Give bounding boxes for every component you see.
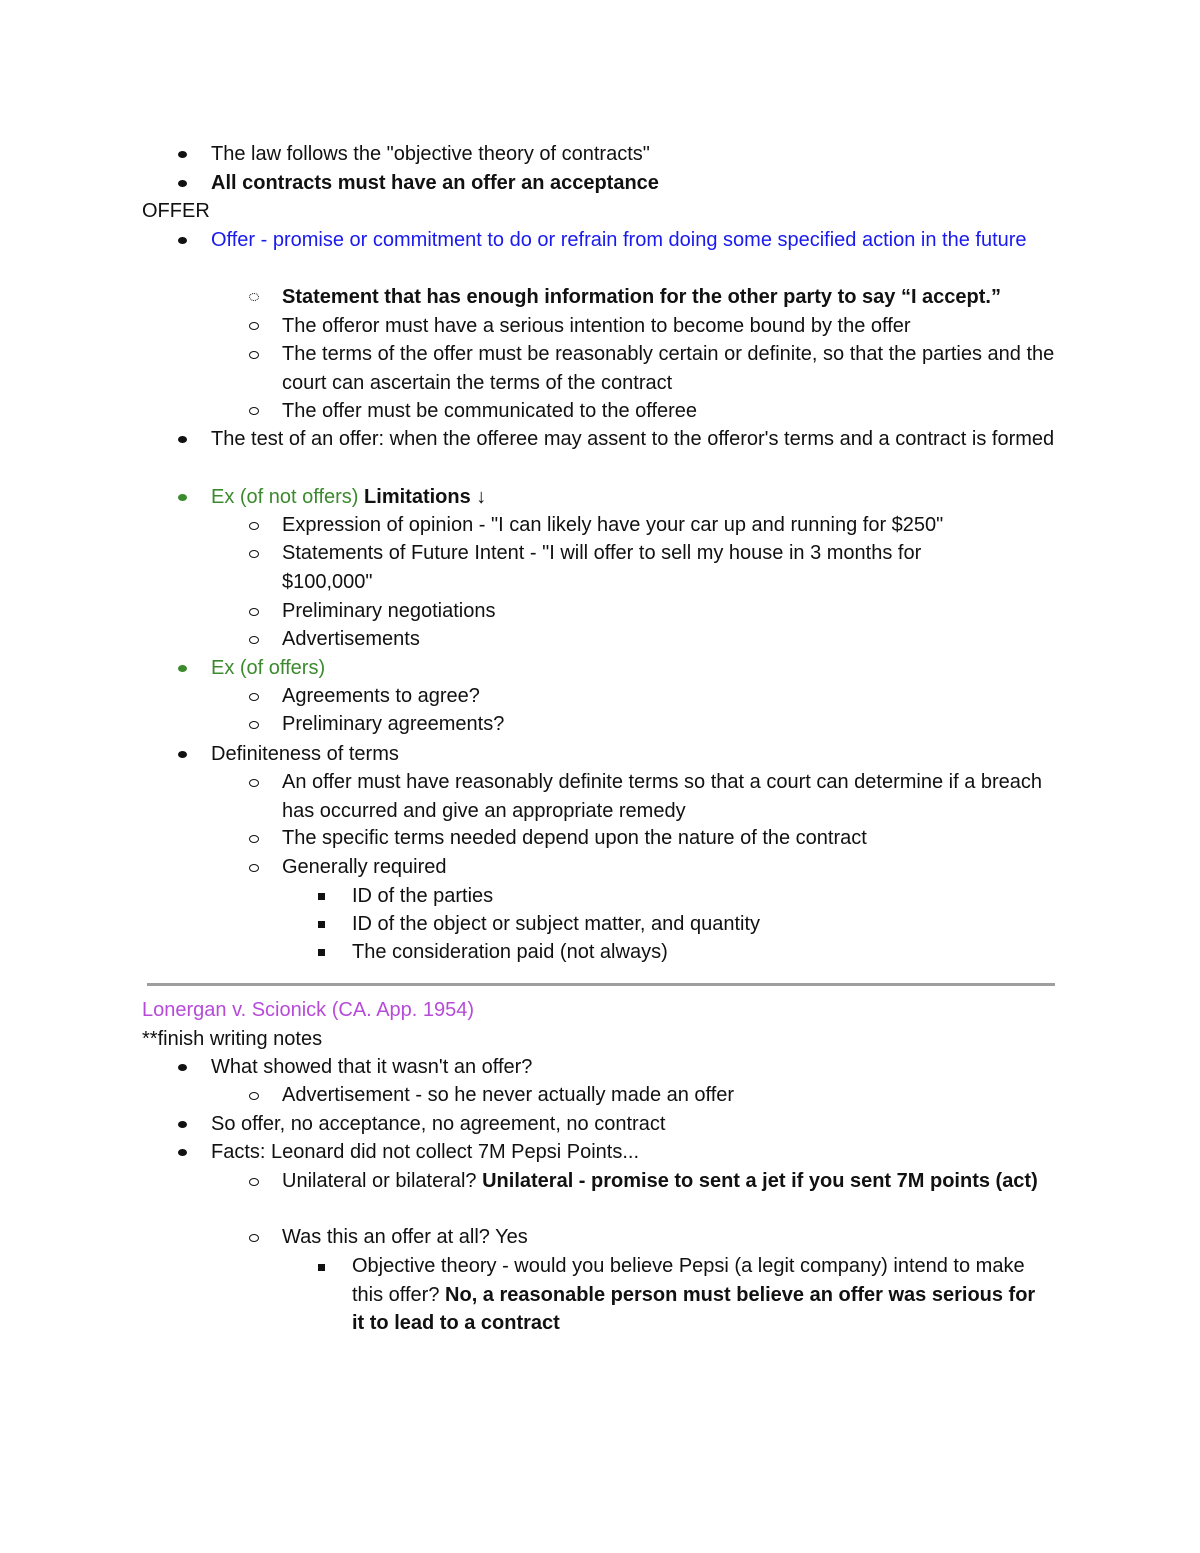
bullet-square (318, 949, 325, 956)
bullet-dot (178, 180, 187, 187)
offer-terms-certain: The terms of the offer must be reasonably certain or definite, so that the parties and the court can ascertain the terms of the contract (282, 343, 1055, 394)
bullet-ring (249, 550, 259, 558)
id-of-parties: ID of the parties (352, 885, 494, 907)
statements-future-intent: Statements of Future Intent - "I will offer to sell my house in 3 months for $100,000" (282, 542, 922, 593)
definite-terms-breach: An offer must have reasonably definite terms so that a court can determine if a breach has occurred and give an appropriate remedy (282, 771, 1043, 822)
specific-terms-nature: The specific terms needed depend upon the nature of the contract (282, 827, 867, 849)
bullet-dot (178, 237, 187, 244)
bullet-ring (249, 779, 259, 787)
what-showed-not-offer: What showed that it wasn't an offer? (211, 1056, 533, 1078)
objective-theory-prefix: Objective theory - would you believe Pepsi (a legit company) intend to make this offer? (352, 1255, 1025, 1306)
bullet-ring (249, 721, 259, 729)
generally-required: Generally required (282, 856, 447, 878)
examples-not-offers (211, 483, 486, 511)
bullet-ring (249, 864, 259, 872)
bullet-ring (249, 636, 259, 644)
horizontal-rule (147, 983, 1055, 986)
bullet-ring (249, 351, 259, 359)
bullet-ring (249, 322, 259, 330)
bullet-square (318, 1264, 325, 1271)
bullet-dot (178, 494, 187, 501)
objective-theory-question (352, 1252, 1052, 1338)
bullet-ring (249, 407, 259, 415)
advertisement-answer: Advertisement - so he never actually made an offer (282, 1084, 735, 1106)
unilateral-answer: Unilateral - promise to sent a jet if you sent 7M points (act) (482, 1170, 1038, 1192)
case-title: Lonergan v. Scionick (CA. App. 1954) (142, 999, 475, 1021)
bullet-ring (249, 608, 259, 616)
bullet-ring (249, 522, 259, 530)
preliminary-agreements: Preliminary agreements? (282, 713, 505, 735)
offer-communicated: The offer must be communicated to the offeree (282, 400, 698, 422)
unilateral-or-bilateral (282, 1167, 1062, 1196)
contracts-offer-acceptance: All contracts must have an offer an acceptance (211, 172, 659, 194)
id-of-object: ID of the object or subject matter, and quantity (352, 913, 761, 935)
offer-serious-intention: The offeror must have a serious intention to become bound by the offer (282, 315, 911, 337)
limitations-label: Limitations ↓ (364, 486, 487, 508)
advertisements: Advertisements (282, 628, 420, 650)
agreements-to-agree: Agreements to agree? (282, 685, 480, 707)
objective-theory-answer: No, a reasonable person must believe an offer was serious for it to lead to a contract (352, 1283, 1036, 1334)
so-offer-no-contract: So offer, no acceptance, no agreement, no contract (211, 1113, 666, 1135)
offer-statement-accept: Statement that has enough information for the other party to say “I accept.” (282, 286, 1001, 308)
preliminary-negotiations: Preliminary negotiations (282, 600, 496, 622)
bullet-ring (249, 835, 259, 843)
law-objective-theory: The law follows the "objective theory of contracts" (211, 143, 650, 165)
offer-definition: Offer - promise or commitment to do or refrain from doing some specified action in the future (211, 229, 1027, 251)
bullet-ring (249, 1234, 259, 1242)
bullet-ring (249, 1092, 259, 1100)
examples-offers: Ex (of offers) (211, 657, 326, 679)
expression-of-opinion: Expression of opinion - "I can likely have your car up and running for $250" (282, 514, 944, 536)
bullet-dot (178, 665, 187, 672)
bullet-square (318, 921, 325, 928)
bullet-ring (249, 693, 259, 701)
examples-not-offers-label: Ex (of not offers) (211, 486, 359, 508)
facts-pepsi-points: Facts: Leonard did not collect 7M Pepsi Points... (211, 1141, 639, 1163)
bullet-dot (178, 1149, 187, 1156)
bullet-ring (249, 1178, 259, 1186)
consideration-paid: The consideration paid (not always) (352, 941, 668, 963)
bullet-square (318, 893, 325, 900)
definiteness-of-terms: Definiteness of terms (211, 743, 399, 765)
test-of-offer: The test of an offer: when the offeree may assent to the offeror's terms and a contract is formed (211, 428, 1055, 450)
bullet-dot (178, 1121, 187, 1128)
bullet-dot (178, 151, 187, 158)
bullet-dot (178, 1064, 187, 1071)
was-this-an-offer: Was this an offer at all? Yes (282, 1226, 528, 1248)
bullet-ring (249, 293, 259, 301)
offer-heading: OFFER (142, 200, 210, 222)
finish-notes-reminder: **finish writing notes (142, 1028, 323, 1050)
bullet-dot (178, 751, 187, 758)
bullet-dot (178, 436, 187, 443)
unilateral-question: Unilateral or bilateral? (282, 1170, 477, 1192)
